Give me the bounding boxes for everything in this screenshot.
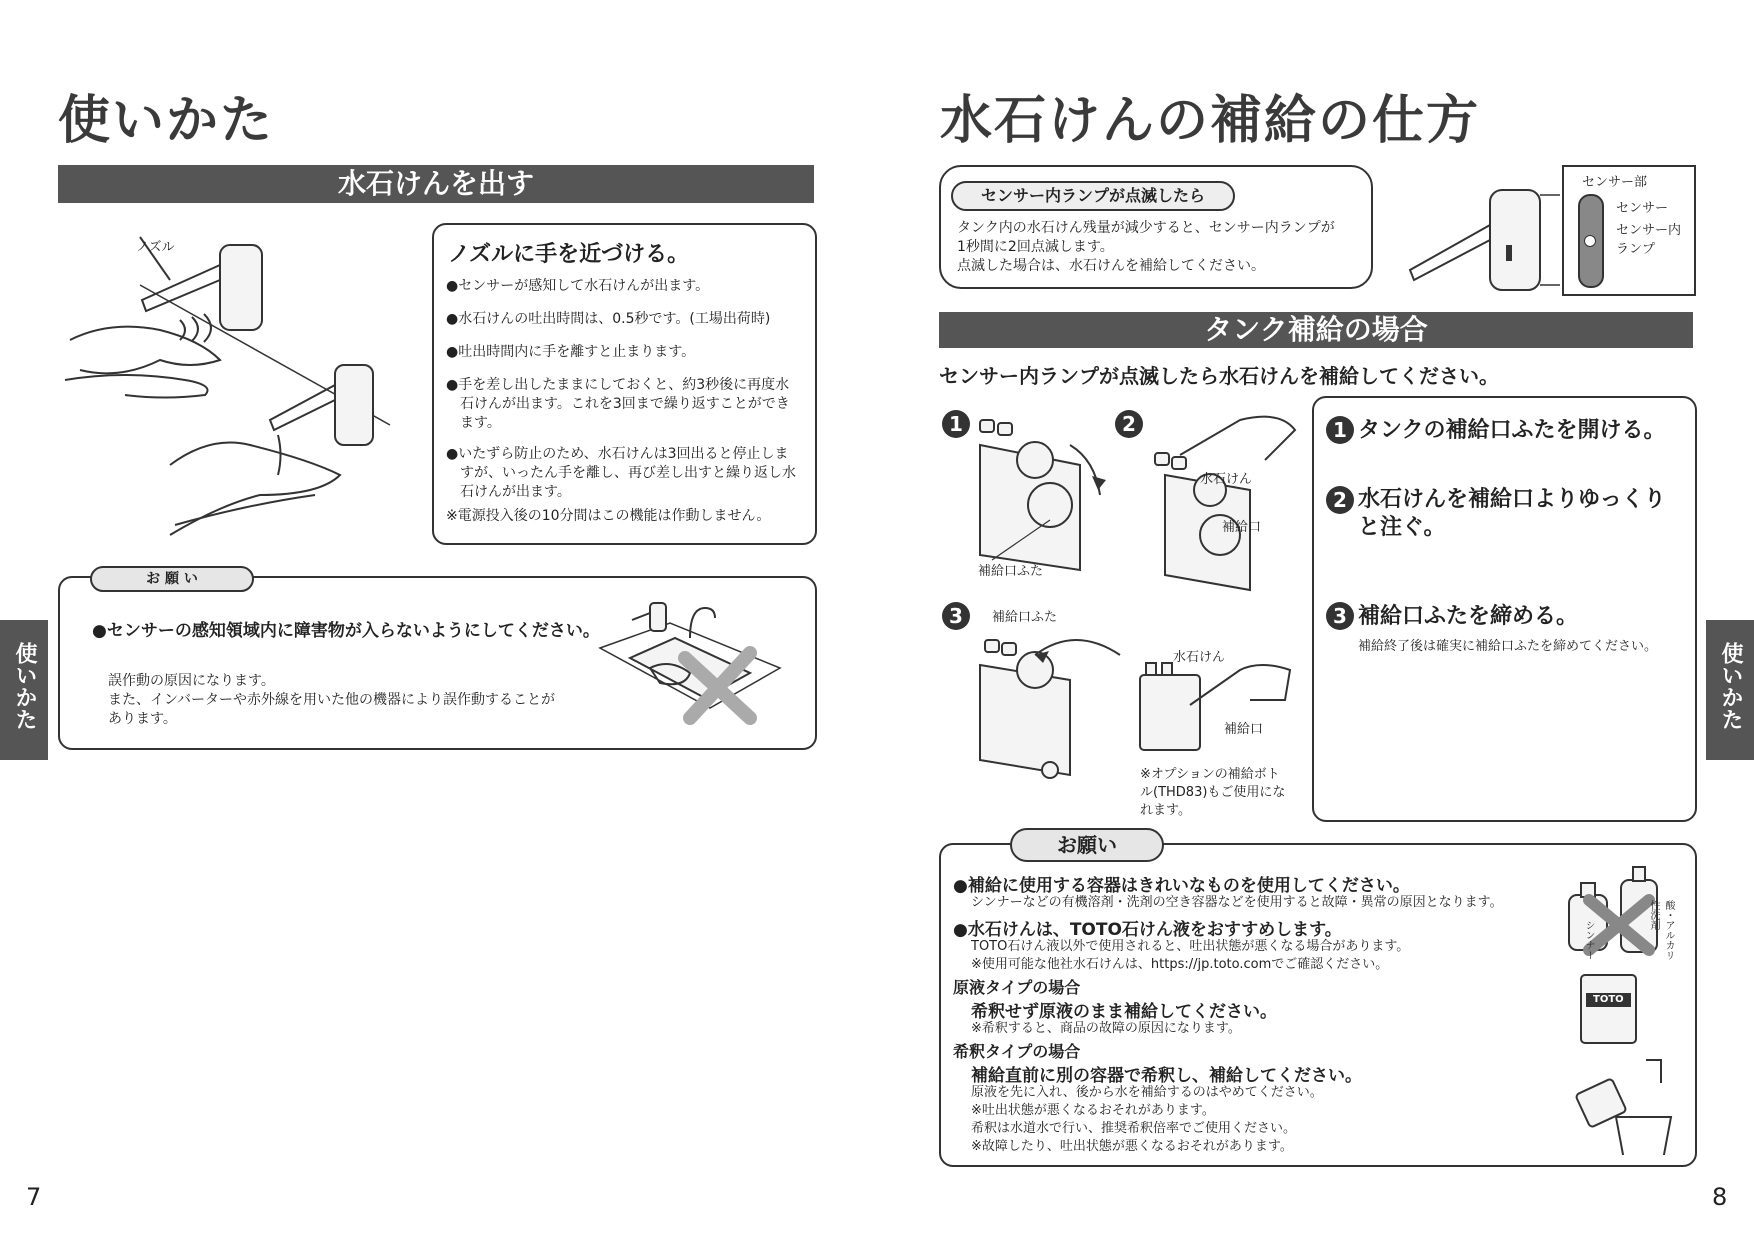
- left-page-title: 使いかた: [58, 91, 275, 151]
- left-request-detail-2: また、インバーターや赤外線を用いた他の機器により誤作動することがあります。: [108, 692, 556, 727]
- lamp-label: センサー内ランプ: [1616, 223, 1682, 257]
- page-number-right: 8: [1712, 1183, 1728, 1211]
- step-num: 1: [1326, 416, 1354, 444]
- nozzle-label: ノズル: [136, 240, 175, 255]
- toto-label: TOTO: [1593, 994, 1624, 1005]
- instruction-bullet: ●吐出時間内に手を離すと止まります。: [446, 344, 696, 360]
- step-1: [1326, 416, 1686, 445]
- section-bar-tank: タンク補給の場合: [939, 312, 1693, 348]
- step-num: 2: [1326, 486, 1354, 514]
- dilute-sub: 希釈は水道水で行い、推奨希釈倍率でご使用ください。: [971, 1121, 1297, 1136]
- instruction-box: [432, 223, 817, 545]
- step-3: [1326, 602, 1686, 656]
- request-item-1-sub: シンナーなどの有機溶剤・洗剤の空き容器などを使用すると故障・異常の原因となります。: [971, 895, 1503, 910]
- concentrate-heading: 原液タイプの場合: [953, 978, 1081, 997]
- chemical-label: 酸・アルカリ性洗剤: [1648, 900, 1674, 960]
- instruction-heading: ノズルに手を近づける。: [448, 242, 690, 267]
- page-number-left: 7: [26, 1183, 42, 1211]
- lamp-box-pill: センサー内ランプが点滅したら: [951, 181, 1235, 211]
- instruction-bullet: ●手を差し出したままにしておくと、約3秒後に再度水石けんが出ます。これを3回まで繰り返すことができます。: [446, 377, 790, 431]
- right-request-box: [939, 843, 1697, 1167]
- tank-intro: センサー内ランプが点滅したら水石けんを補給してください。: [939, 364, 1499, 388]
- dilute-main: 補給直前に別の容器で希釈し、補給してください。: [971, 1066, 1362, 1086]
- diagram-label-lid-3: 補給口ふた: [992, 610, 1058, 625]
- instruction-bullet: ●いたずら防止のため、水石けんは3回出ると停止しますが、いったん手を離し、再び差し出すと繰り返し水石けんが出ます。: [446, 446, 796, 500]
- sink-obstacle-illustration: [590, 588, 790, 738]
- concentrate-sub: ※希釈すると、商品の故障の原因になります。: [971, 1021, 1241, 1036]
- lamp-dot: [1584, 235, 1596, 247]
- thinner-label: シンナー: [1583, 920, 1594, 960]
- request-item-1-main: ●補給に使用する容器はきれいなものを使用してください。: [953, 876, 1410, 896]
- diagram-label-lid-1: 補給口ふた: [978, 564, 1044, 579]
- right-request-pill: お願い: [1010, 828, 1164, 862]
- dilute-sub: ※故障したり、吐出状態が悪くなるおそれがあります。: [971, 1139, 1293, 1154]
- lamp-box-line1: タンク内の水石けん残量が減少すると、センサー内ランプが: [957, 220, 1335, 236]
- request-item-2-sub: ※使用可能な他社水石けんは、https://jp.toto.comでご確認ください。: [971, 957, 1389, 972]
- instruction-note: ※電源投入後の10分間はこの機能は作動しません。: [446, 508, 771, 524]
- left-side-tab-text: 使いかた: [12, 642, 37, 730]
- faucet-sensor-illustration: [1400, 185, 1560, 300]
- diagram-step-marker: 3: [942, 602, 970, 630]
- steps-box: [1312, 396, 1697, 822]
- step-title: タンクの補給口ふたを開ける。: [1358, 418, 1666, 443]
- right-side-tab: [1706, 620, 1754, 760]
- step-num: 3: [1326, 602, 1354, 630]
- dilute-sub: 原液を先に入れ、後から水を補給するのはやめてください。: [971, 1085, 1323, 1100]
- diagram-step-marker: 1: [942, 410, 970, 438]
- diagram-label-soap-4: 水石けん: [1173, 650, 1226, 665]
- lamp-box: [939, 165, 1373, 289]
- lamp-box-line2: 1秒間に2回点滅します。: [957, 239, 1114, 255]
- step-3-note: 補給終了後は確実に補給口ふたを締めてください。: [1358, 639, 1658, 654]
- step-2: [1326, 486, 1686, 542]
- left-request-pill: お 願 い: [90, 566, 254, 592]
- left-request-detail-1: 誤作動の原因になります。: [108, 673, 275, 689]
- sensor-inset-title: センサー部: [1582, 175, 1648, 190]
- instruction-list: [446, 277, 802, 502]
- left-request-box: [58, 576, 817, 750]
- concentrate-main: 希釈せず原液のまま補給してください。: [971, 1002, 1277, 1022]
- left-side-tab: [0, 620, 48, 760]
- right-side-tab-text: 使いかた: [1718, 642, 1743, 730]
- diagram-label-port-2: 補給口: [1222, 520, 1262, 535]
- step-title: 水石けんを補給口よりゆっくりと注ぐ。: [1358, 487, 1666, 540]
- sensor-label: センサー: [1616, 201, 1669, 216]
- lamp-box-line3: 点滅した場合は、水石けんを補給してください。: [957, 258, 1265, 274]
- step-title: 補給口ふたを締める。: [1358, 604, 1579, 629]
- left-request-main: ●センサーの感知領域内に障害物が入らないようにしてください。: [92, 621, 600, 641]
- right-page-title: 水石けんの補給の仕方: [940, 91, 1481, 151]
- dilute-heading: 希釈タイプの場合: [953, 1042, 1081, 1061]
- diagram-label-port-4: 補給口: [1224, 722, 1264, 737]
- request-item-2-sub: TOTO石けん液以外で使用されると、吐出状態が悪くなる場合があります。: [971, 939, 1410, 954]
- instruction-bullet: ●水石けんの吐出時間は、0.5秒です。(工場出荷時): [446, 311, 771, 327]
- request-item-2-main: ●水石けんは、TOTO石けん液をおすすめします。: [953, 920, 1342, 940]
- hand-wash-illustration: [60, 225, 420, 545]
- diagram-step-marker: 2: [1115, 410, 1143, 438]
- instruction-bullet: ●センサーが感知して水石けんが出ます。: [446, 278, 710, 294]
- section-bar-dispense: 水石けんを出す: [58, 165, 814, 203]
- dilute-sub: ※吐出状態が悪くなるおそれがあります。: [971, 1103, 1215, 1118]
- diagram-label-soap-2: 水石けん: [1200, 472, 1253, 487]
- option-note: ※オプションの補給ボトル(THD83)もご使用になれます。: [1140, 767, 1286, 818]
- sensor-inset: [1562, 165, 1696, 296]
